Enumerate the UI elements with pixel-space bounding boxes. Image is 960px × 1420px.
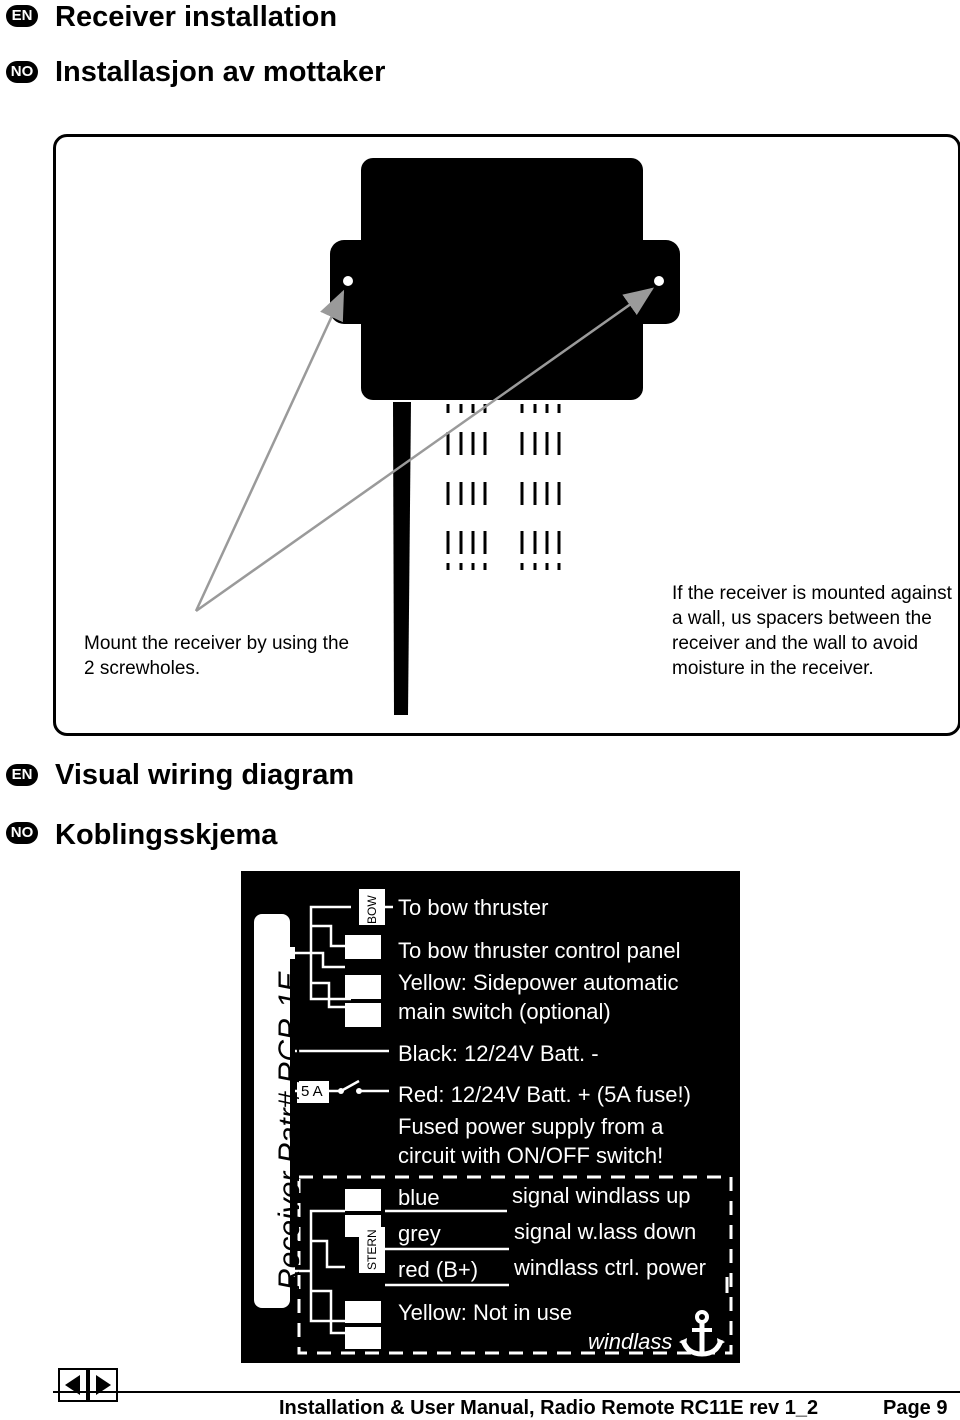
no-badge: NO <box>6 61 38 83</box>
bow-connector-3 <box>345 1003 381 1027</box>
signal-down-label: signal w.lass down <box>514 1219 697 1244</box>
receiver-body <box>361 158 643 400</box>
bow-tag-label: BOW <box>365 895 379 924</box>
yellow-unused-label: Yellow: Not in use <box>398 1300 573 1325</box>
bow-thruster-text: To bow thruster <box>398 895 549 920</box>
screwhole-left <box>343 276 353 286</box>
section-title-en: Receiver installation <box>55 1 338 33</box>
pointer-arrow-left <box>196 292 343 611</box>
prev-page-button[interactable] <box>58 1368 88 1402</box>
next-page-icon <box>90 1370 116 1400</box>
fuse-label: 5 A <box>301 1083 323 1100</box>
anchor-icon <box>679 1310 725 1358</box>
footer-page-number: Page 9 <box>883 1397 948 1419</box>
antenna <box>393 402 411 715</box>
footer-manual-title: Installation & User Manual, Radio Remote RC11E rev 1_2 <box>279 1397 819 1419</box>
wire-red-label: red (B+) <box>398 1257 479 1282</box>
windlass-label: windlass <box>588 1329 673 1354</box>
stern-connector-3 <box>345 1301 381 1323</box>
wiring-title-en: Visual wiring diagram <box>55 759 355 791</box>
note-screwholes: Mount the receiver by using the 2 screwholes. <box>84 633 350 679</box>
stern-tag-label: STERN <box>365 1229 379 1270</box>
red-batt-text: Red: 12/24V Batt. + (5A fuse!) <box>398 1082 691 1107</box>
black-batt-text: Black: 12/24V Batt. - <box>398 1041 599 1066</box>
wire-grey-label: grey <box>398 1221 441 1246</box>
signal-up-label: signal windlass up <box>512 1183 691 1208</box>
wiring-title-no: Koblingsskjema <box>55 819 278 851</box>
ctrl-power-label: windlass ctrl. power <box>514 1255 706 1280</box>
fused-line1: Fused power supply from a <box>398 1114 664 1139</box>
footer-rule <box>53 1391 960 1393</box>
bow-connector-1 <box>345 935 381 959</box>
yellow-switch-line2: main switch (optional) <box>398 999 611 1024</box>
stern-connector-4 <box>345 1327 381 1349</box>
stern-connector-1 <box>345 1189 381 1211</box>
note-spacers: If the receiver is mounted against a wall, us spacers between the receiver and the wall to avoid moisture in the receiver. <box>672 583 952 679</box>
en-badge: EN <box>6 5 38 27</box>
next-page-button[interactable] <box>88 1368 118 1402</box>
receiver-part-label: Receiver Patr# RCR-1E <box>273 971 306 1290</box>
yellow-switch-line1: Yellow: Sidepower automatic <box>398 970 679 995</box>
cable-bundle-right <box>522 404 559 570</box>
wire-blue-label: blue <box>398 1185 440 1210</box>
section-title-no: Installasjon av mottaker <box>55 56 386 88</box>
nav-buttons <box>58 1368 116 1400</box>
control-panel-text: To bow thruster control panel <box>398 938 681 963</box>
no-badge-wiring: NO <box>6 822 38 844</box>
fused-line2: circuit with ON/OFF switch! <box>398 1143 664 1168</box>
bow-connector-2 <box>345 975 381 999</box>
prev-page-icon <box>60 1370 86 1400</box>
en-badge-wiring: EN <box>6 764 38 786</box>
screwhole-right <box>654 276 664 286</box>
